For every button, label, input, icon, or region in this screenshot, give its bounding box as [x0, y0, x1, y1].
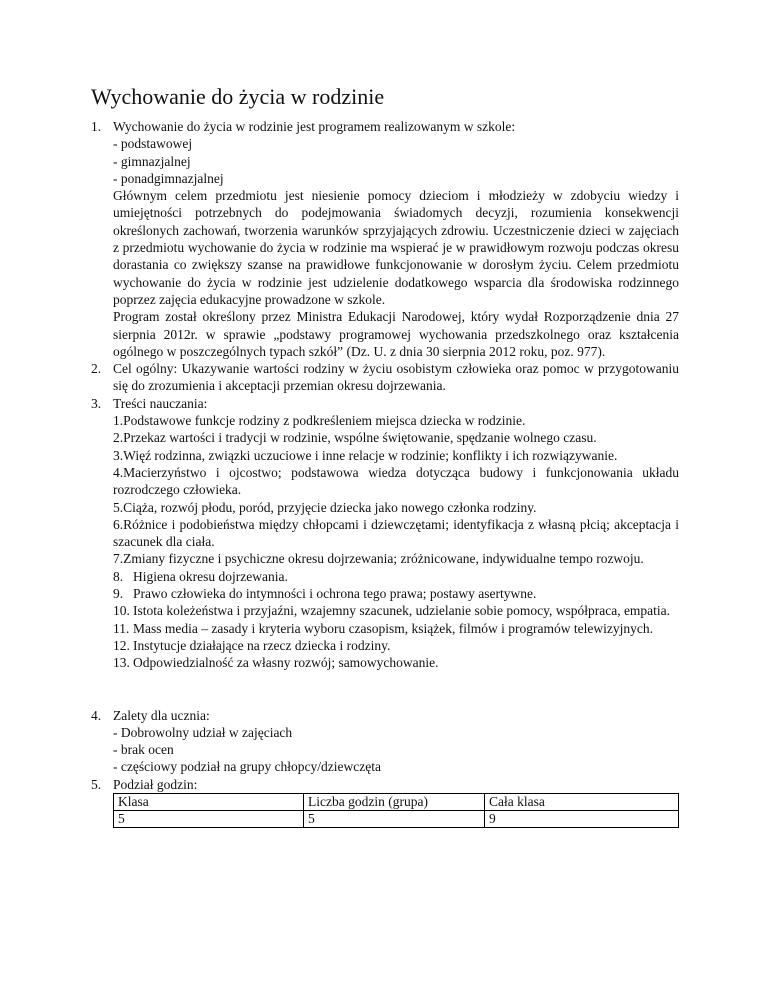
subitem-number: 8. — [113, 568, 124, 584]
subitem-text: Prawo człowieka do intymności i ochrona tego prawa; postawy asertywne. — [133, 586, 537, 602]
item-intro: Wychowanie do życia w rodzinie jest programem realizowanym w szkole: — [113, 119, 516, 134]
advantage: - brak ocen — [113, 742, 174, 758]
vertical-spacer — [91, 672, 679, 707]
page-title: Wychowanie do życia w rodzinie — [91, 84, 385, 109]
content-subitem — [113, 637, 679, 654]
item-intro: Treści nauczania: — [113, 395, 208, 411]
subitem-number: 9. — [113, 586, 124, 602]
item-number: 4. — [91, 707, 102, 723]
item-number: 2. — [91, 361, 102, 377]
content-line: 3.Więź rodzinna, związki uczuciowe i inne relacje w rodzinie; konflikty i ich rozwiązywanie. — [113, 447, 618, 463]
school-type: - podstawowej — [113, 136, 193, 152]
goal-paragraph: Głównym celem przedmiotu jest niesienie pomocy dzieciom i młodzieży w zdobyciu wiedzy i umiejętności potrzebnych do podejmowania świadomych decyzji, rozumienia konsekwencji określonych zachowań, tworzenia warunków sprzyjających zdrowiu. Uczestniczenie dzieci w zajęciach z przedmiotu wychowanie do życia w rodzinie ma wspierać je w prawidłowym rozwoju podczas okresu dorastania co zwiększy szanse na prawidłowe funkcjonowanie w dorosłym życiu. Celem przedmiotu wychowanie do życia w rodzinie jest udzielenie dodatkowego wsparcia dla środowiska rodzinnego poprzez zajęcia edukacyjne prowadzone w szkole. — [113, 188, 679, 307]
item-number: 1. — [91, 119, 102, 134]
subitem-number: 11. — [113, 620, 130, 636]
general-goal: Cel ogólny: Ukazywanie wartości rodziny w życiu osobistym człowieka oraz pomoc w przygotowaniu się do zrozumienia i akceptacji przemian okresu dojrzewania. — [113, 361, 679, 394]
hours-table — [113, 793, 679, 828]
table-cell: 5 — [114, 810, 304, 827]
subitem-text: Mass media – zasady i kryteria wyboru czasopism, książek, filmów i programów telewizyjnych. — [133, 620, 653, 636]
list-item-2 — [91, 360, 679, 395]
table-header-cell: Klasa — [114, 793, 304, 810]
school-type: - ponadgimnazjalnej — [113, 170, 224, 186]
item-number: 3. — [91, 395, 102, 411]
list-item-5 — [91, 776, 679, 828]
subitem-text: Higiena okresu dojrzewania. — [133, 568, 288, 584]
table-cell: 5 — [304, 810, 485, 827]
list-item-1 — [91, 118, 679, 360]
list-item-4 — [91, 707, 679, 776]
content-line: 5.Ciąża, rozwój płodu, poród, przyjęcie dziecka jako nowego członka rodziny. — [113, 499, 537, 515]
subitem-number: 10. — [113, 603, 130, 619]
school-type: - gimnazjalnej — [113, 153, 191, 169]
table-header-cell: Cała klasa — [485, 793, 679, 810]
advantage: - Dobrowolny udział w zajęciach — [113, 724, 293, 740]
table-cell: 9 — [485, 810, 679, 827]
table-header-row — [114, 793, 679, 810]
content-line: 6.Różnice i podobieństwa między chłopcami i dziewczętami; identyfikacja z własną płcią; akceptacja i szacunek dla ciała. — [113, 516, 679, 550]
program-paragraph: Program został określony przez Ministra Edukacji Narodowej, który wydał Rozporządzenie dnia 27 sierpnia 2012r. w sprawie „podstawy programowej wychowania przedszkolnego oraz kształcenia ogólnego w poszczególnych typach szkół” (Dz. U. z dnia 30 sierpnia 2012 roku, poz. 977). — [113, 309, 679, 359]
item-intro: Zalety dla ucznia: — [113, 707, 210, 723]
item-intro: Podział godzin: — [113, 776, 198, 792]
subitem-text: Instytucje działające na rzecz dziecka i rodziny. — [133, 637, 391, 653]
document-body — [91, 118, 679, 828]
content-line: 2.Przekaz wartości i tradycji w rodzinie, wspólne świętowanie, spędzanie wolnego czasu. — [113, 430, 597, 446]
content-line: 1.Podstawowe funkcje rodziny z podkreśleniem miejsca dziecka w rodzinie. — [113, 413, 526, 429]
content-line: 7.Zmiany fizyczne i psychiczne okresu dojrzewania; zróżnicowane, indywidualne tempo rozwoju. — [113, 551, 644, 567]
advantage: - częściowy podział na grupy chłopcy/dziewczęta — [113, 759, 382, 775]
subitem-number: 13. — [113, 655, 130, 671]
table-row — [114, 810, 679, 827]
table-header-cell: Liczba godzin (grupa) — [304, 793, 485, 810]
subitem-number: 12. — [113, 637, 130, 653]
content-line: 4.Macierzyństwo i ojcostwo; podstawowa wiedza dotycząca budowy i funkcjonowania układu rozrodczego człowieka. — [113, 464, 679, 498]
subitem-text: Istota koleżeństwa i przyjaźni, wzajemny szacunek, udzielanie sobie pomocy, współpraca, empatia. — [133, 603, 671, 619]
content-subitem — [113, 654, 679, 671]
list-item-3 — [91, 395, 679, 672]
content-subitem — [113, 568, 679, 585]
subitem-text: Odpowiedzialność za własny rozwój; samowychowanie. — [133, 655, 439, 671]
content-subitem — [113, 602, 679, 619]
content-subitem — [113, 620, 679, 637]
item-number: 5. — [91, 776, 102, 792]
content-subitem — [113, 585, 679, 602]
